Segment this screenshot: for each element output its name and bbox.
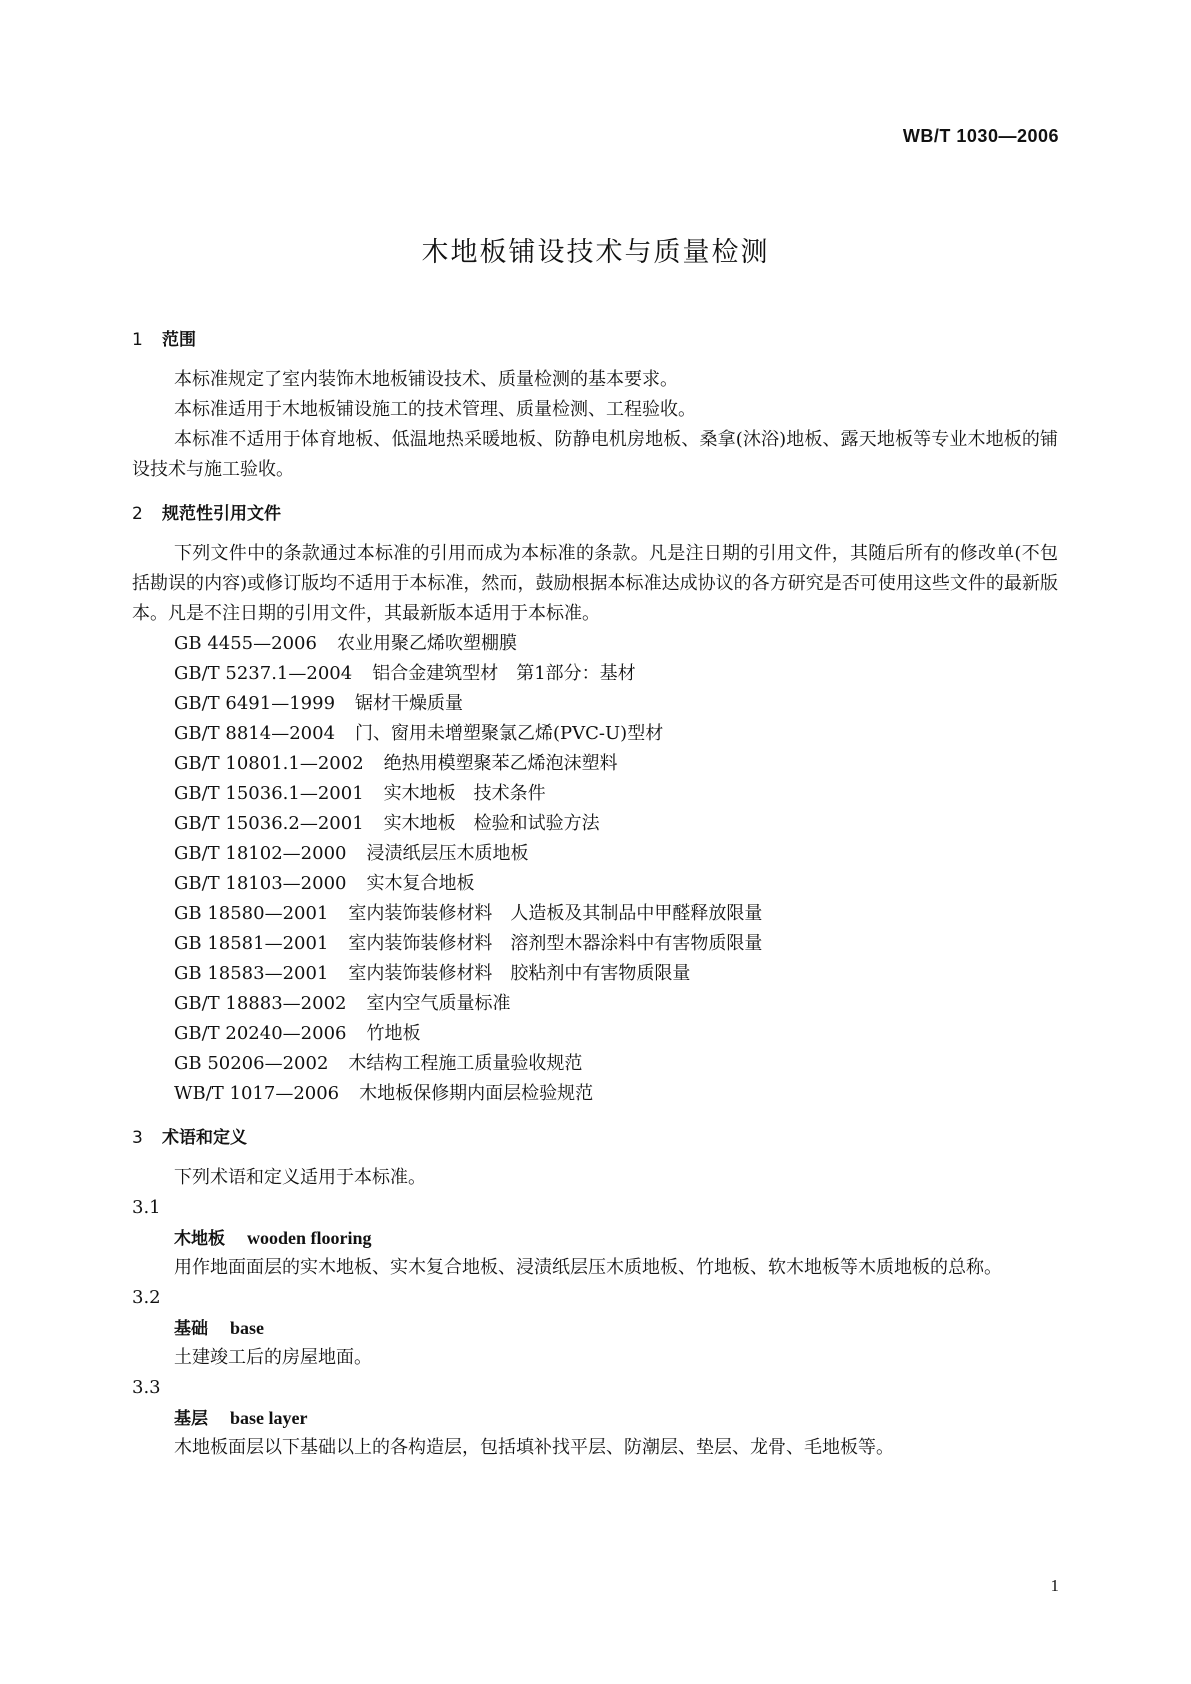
paragraph: 本标准规定了室内装饰木地板铺设技术、质量检测的基本要求。 xyxy=(174,369,678,390)
section-title: 术语和定义 xyxy=(162,1128,247,1148)
term-en: wooden flooring xyxy=(247,1228,372,1248)
section-number: 2 xyxy=(132,504,143,524)
reference-title: 室内装饰装修材料 胶粘剂中有害物质限量 xyxy=(348,963,691,984)
paragraph: 下列术语和定义适用于本标准。 xyxy=(174,1167,426,1188)
term-heading xyxy=(132,1313,1058,1343)
reference-title: 绝热用模塑聚苯乙烯泡沫塑料 xyxy=(383,753,618,774)
reference-item xyxy=(132,659,1058,689)
reference-code: GB/T 6491—1999 xyxy=(174,693,336,714)
document-body xyxy=(132,325,1058,1463)
term-heading xyxy=(132,1223,1058,1253)
section-heading-scope xyxy=(132,325,1058,355)
reference-code: GB 4455—2006 xyxy=(174,633,317,654)
reference-item xyxy=(132,749,1058,779)
reference-title: 实木地板 技术条件 xyxy=(383,783,546,804)
reference-code: GB/T 18103—2000 xyxy=(174,873,347,894)
term-definition: 土建竣工后的房屋地面。 xyxy=(174,1347,372,1368)
term-definition: 木地板面层以下基础以上的各构造层，包括填补找平层、防潮层、垫层、龙骨、毛地板等。 xyxy=(174,1437,894,1458)
reference-item xyxy=(132,719,1058,749)
reference-item xyxy=(132,989,1058,1019)
section-title: 规范性引用文件 xyxy=(162,504,281,524)
reference-item xyxy=(132,1019,1058,1049)
paragraph: 本标准适用于木地板铺设施工的技术管理、质量检测、工程验收。 xyxy=(174,399,696,420)
section-heading-terms xyxy=(132,1123,1058,1153)
reference-code: WB/T 1017—2006 xyxy=(174,1083,340,1104)
section-heading-normative-references xyxy=(132,499,1058,529)
reference-title: 农业用聚乙烯吹塑棚膜 xyxy=(336,633,517,654)
reference-code: GB/T 18102—2000 xyxy=(174,843,347,864)
reference-item xyxy=(132,899,1058,929)
paragraph: 下列文件中的条款通过本标准的引用而成为本标准的条款。凡是注日期的引用文件，其随后所有的修改单(不包括勘误的内容)或修订版均不适用于本标准，然而，鼓励根据本标准达成协议的各方研究是否可使用这些文件的最新版本。凡是不注日期的引用文件，其最新版本适用于本标准。 xyxy=(132,543,1058,624)
term-en: base layer xyxy=(230,1408,308,1428)
term-zh: 基层 xyxy=(174,1409,208,1429)
standard-number: WB/T 1030—2006 xyxy=(902,126,1059,146)
reference-title: 室内装饰装修材料 人造板及其制品中甲醛释放限量 xyxy=(348,903,763,924)
term-zh: 木地板 xyxy=(174,1229,225,1249)
reference-code: GB 18580—2001 xyxy=(174,903,329,924)
reference-code: GB 18583—2001 xyxy=(174,963,329,984)
reference-title: 实木地板 检验和试验方法 xyxy=(383,813,600,834)
reference-code: GB 18581—2001 xyxy=(174,933,329,954)
reference-item xyxy=(132,839,1058,869)
section-number: 1 xyxy=(132,330,143,350)
reference-item xyxy=(132,779,1058,809)
reference-code: GB/T 20240—2006 xyxy=(174,1023,347,1044)
reference-code: GB/T 15036.1—2001 xyxy=(174,783,364,804)
reference-item xyxy=(132,869,1058,899)
reference-title: 铝合金建筑型材 第1部分：基材 xyxy=(372,663,636,684)
reference-title: 竹地板 xyxy=(366,1023,421,1044)
term-definition: 用作地面面层的实木地板、实木复合地板、浸渍纸层压木质地板、竹地板、软木地板等木质地板的总称。 xyxy=(174,1257,1002,1278)
reference-title: 木地板保修期内面层检验规范 xyxy=(359,1083,594,1104)
section-number: 3 xyxy=(132,1128,143,1148)
reference-title: 浸渍纸层压木质地板 xyxy=(366,843,529,864)
reference-item xyxy=(132,929,1058,959)
clause-number: 3.1 xyxy=(132,1197,161,1218)
reference-title: 实木复合地板 xyxy=(366,873,475,894)
reference-item xyxy=(132,809,1058,839)
reference-code: GB/T 15036.2—2001 xyxy=(174,813,364,834)
term-en: base xyxy=(230,1318,265,1338)
clause-number: 3.2 xyxy=(132,1287,161,1308)
reference-code: GB/T 5237.1—2004 xyxy=(174,663,353,684)
reference-title: 室内空气质量标准 xyxy=(366,993,511,1014)
reference-title: 门、窗用未增塑聚氯乙烯(PVC-U)型材 xyxy=(355,723,664,744)
page-number: 1 xyxy=(1050,1576,1059,1595)
reference-code: GB 50206—2002 xyxy=(174,1053,329,1074)
document-title: 木地板铺设技术与质量检测 xyxy=(421,237,770,268)
reference-code: GB/T 10801.1—2002 xyxy=(174,753,364,774)
reference-item xyxy=(132,959,1058,989)
reference-code: GB/T 8814—2004 xyxy=(174,723,336,744)
clause-number: 3.3 xyxy=(132,1377,161,1398)
reference-item xyxy=(132,1079,1058,1109)
paragraph: 本标准不适用于体育地板、低温地热采暖地板、防静电机房地板、桑拿(沐浴)地板、露天地板等专业木地板的铺设技术与施工验收。 xyxy=(132,429,1058,480)
reference-item xyxy=(132,1049,1058,1079)
reference-title: 室内装饰装修材料 溶剂型木器涂料中有害物质限量 xyxy=(348,933,763,954)
reference-title: 锯材干燥质量 xyxy=(355,693,464,714)
section-title: 范围 xyxy=(162,330,196,350)
term-heading xyxy=(132,1403,1058,1433)
reference-code: GB/T 18883—2002 xyxy=(174,993,347,1014)
reference-item xyxy=(132,629,1058,659)
term-zh: 基础 xyxy=(174,1319,208,1339)
reference-title: 木结构工程施工质量验收规范 xyxy=(348,1053,583,1074)
reference-item xyxy=(132,689,1058,719)
